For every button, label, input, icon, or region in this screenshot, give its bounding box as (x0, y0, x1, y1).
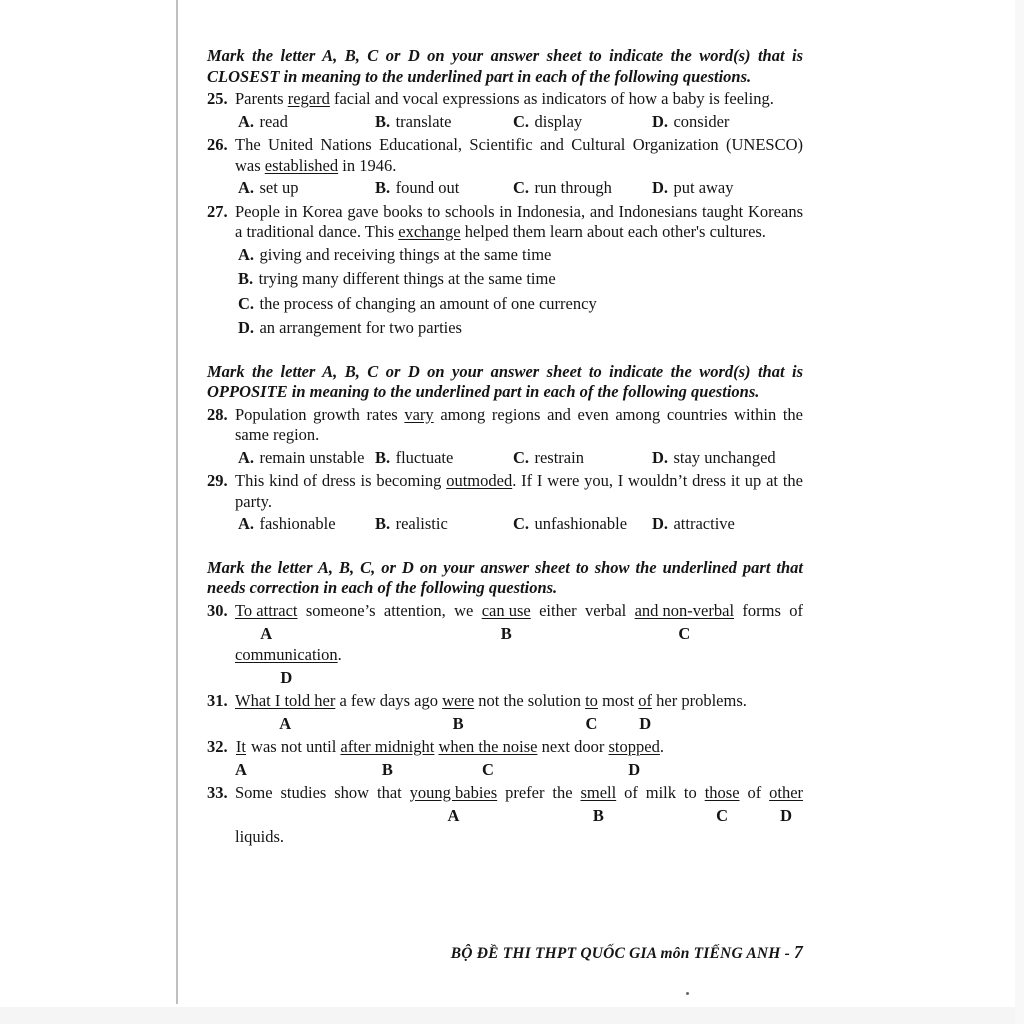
underlined-text: It (235, 736, 246, 756)
answer-options (238, 112, 803, 133)
option-text: remain unstable (259, 447, 365, 467)
question (207, 737, 803, 781)
option-letter: D. (652, 514, 669, 533)
exam-section (207, 46, 803, 339)
error-part-letter: B (500, 624, 512, 643)
question-body (235, 135, 803, 176)
option-letter: B. (375, 178, 391, 197)
option-letter: C. (238, 293, 255, 313)
answer-option (238, 112, 375, 133)
error-part-letter: A (235, 760, 247, 779)
option-text: the process of changing an amount of one currency (259, 293, 597, 313)
option-letter: B. (375, 111, 391, 131)
error-part-letter: C (678, 624, 691, 643)
text-segment: someone’s attention, we (297, 600, 482, 620)
text-segment: . If I were you, I wouldn’t dress it up at the party. (235, 471, 803, 511)
underlined-part (235, 691, 335, 735)
option-letter: D. (652, 111, 669, 131)
text-segment: most (597, 690, 639, 710)
underlined-part (442, 691, 474, 735)
text-segment: prefer the (497, 782, 581, 802)
option-text: fluctuate (395, 447, 454, 467)
underlined-text: established (264, 155, 339, 175)
error-part-letter: D (780, 806, 793, 825)
answer-option (652, 112, 803, 133)
option-letter: B. (375, 514, 391, 533)
answer-option (652, 448, 803, 469)
answer-option (238, 448, 375, 469)
error-part-letter: A (279, 714, 292, 733)
question-sections (207, 46, 803, 847)
answer-options (238, 448, 803, 469)
exam-content (207, 46, 803, 849)
underlined-text: to (585, 690, 598, 710)
answer-option (238, 294, 803, 315)
underlined-text: stopped (608, 736, 660, 756)
underlined-part (235, 737, 247, 781)
text-segment: forms of (734, 600, 803, 620)
underlined-text: of (638, 690, 653, 710)
question-body (235, 737, 803, 781)
text-segment: liquids. (235, 826, 285, 846)
answer-option (238, 514, 375, 535)
error-part-letter: C (482, 760, 494, 779)
underlined-part (609, 737, 660, 781)
footer-page-number: 7 (794, 942, 803, 962)
question (207, 405, 803, 469)
question (207, 783, 803, 848)
underlined-part (482, 601, 531, 645)
underlined-part (235, 601, 298, 645)
option-text: fashionable (259, 514, 336, 533)
underlined-text: regard (287, 89, 330, 108)
question-number: 32. (207, 736, 228, 756)
underlined-part (340, 737, 434, 781)
option-text: attractive (673, 514, 735, 533)
option-text: giving and receiving things at the same time (259, 244, 552, 264)
underlined-text: smell (580, 782, 617, 802)
answer-option (375, 178, 513, 199)
option-text: trying many different things at the same time (258, 269, 556, 288)
question (207, 202, 803, 339)
exam-section (207, 362, 803, 535)
footer-book-title: BỘ ĐỀ THI THPT QUỐC GIA môn TIẾNG ANH - (450, 945, 795, 962)
option-letter: C. (513, 178, 530, 197)
text-segment: a few days ago (335, 690, 443, 710)
underlined-part (235, 645, 338, 689)
text-segment: in 1946. (338, 155, 397, 175)
option-text: set up (259, 178, 299, 197)
option-letter: B. (238, 269, 254, 288)
page-gutter-line (176, 0, 178, 1004)
section-instruction: Mark the letter A, B, C or D on your answer sheet to indicate the word(s) that is CLOSEST in meaning to the underlined part in each of the following questions. (207, 46, 803, 86)
option-text: restrain (534, 447, 584, 467)
error-part-letter: B (452, 714, 464, 733)
answer-option (375, 514, 513, 535)
question-body (235, 783, 803, 848)
text-segment: Population growth rates (235, 404, 405, 424)
underlined-text: after midnight (340, 736, 435, 756)
underlined-text: those (704, 782, 740, 802)
underlined-text: communication (235, 644, 338, 664)
question-body (235, 89, 803, 110)
underlined-text: young babies (409, 782, 498, 802)
underlined-text: were (442, 690, 475, 710)
question (207, 89, 803, 132)
question-number: 27. (207, 201, 228, 221)
underlined-part (635, 601, 734, 645)
question-body (235, 202, 803, 243)
error-part-letter: A (260, 624, 273, 643)
answer-options (238, 245, 803, 339)
answer-option (652, 178, 803, 199)
question-body (235, 471, 803, 512)
question-body (235, 601, 803, 689)
answer-option (238, 245, 803, 266)
question (207, 471, 803, 535)
option-text: run through (534, 178, 612, 197)
answer-option (513, 448, 652, 469)
scan-bottom-edge (0, 1007, 1024, 1024)
section-instruction: Mark the letter A, B, C or D on your answer sheet to indicate the word(s) that is OPPOSITE in meaning to the underlined part in each of the following questions. (207, 361, 803, 401)
text-segment: either verbal (530, 600, 635, 620)
text-segment: . (659, 736, 664, 756)
option-letter: A. (238, 514, 255, 533)
underlined-text: when the noise (438, 736, 538, 756)
option-text: found out (395, 178, 460, 197)
option-letter: A. (238, 111, 255, 131)
text-segment: next door (537, 736, 609, 756)
error-part-letter: D (639, 714, 652, 733)
answer-option (513, 514, 652, 535)
exam-section (207, 558, 803, 848)
answer-options (238, 514, 803, 535)
option-letter: C. (513, 514, 530, 533)
option-letter: C. (513, 111, 530, 131)
answer-option (513, 178, 652, 199)
option-text: stay unchanged (673, 447, 776, 467)
section-instruction: Mark the letter A, B, C, or D on your answer sheet to show the underlined part that needs correction in each of the following questions. (207, 557, 803, 597)
text-segment: her problems. (652, 690, 747, 710)
underlined-text: other (769, 782, 804, 802)
error-part-letter: A (447, 806, 460, 825)
scan-right-edge (1015, 0, 1024, 1024)
error-part-letter: D (628, 760, 641, 779)
text-segment: Some studies show that (235, 782, 410, 802)
answer-options (238, 178, 803, 199)
error-part-letter: C (585, 714, 598, 733)
option-text: realistic (395, 514, 448, 533)
underlined-part (410, 783, 498, 827)
error-part-letter: C (716, 806, 729, 825)
option-letter: A. (238, 178, 255, 197)
answer-option (238, 318, 803, 339)
answer-option (652, 514, 803, 535)
option-letter: A. (238, 244, 255, 264)
answer-option (238, 269, 803, 290)
error-part-letter: B (592, 806, 604, 825)
text-segment: helped them learn about each other's cultures. (460, 222, 766, 241)
text-segment: People in Korea gave books to schools in Indonesia, and Indonesians taught Koreans a traditional dance. This (235, 201, 803, 241)
option-letter: D. (652, 447, 669, 467)
option-text: translate (395, 111, 452, 131)
underlined-text: To attract (235, 600, 298, 620)
answer-option (375, 448, 513, 469)
text-segment: This kind of dress is becoming (235, 471, 447, 490)
option-letter: A. (238, 447, 255, 467)
underlined-part (438, 737, 537, 781)
underlined-text: outmoded (446, 471, 513, 490)
underlined-text: What I told her (235, 690, 336, 710)
option-letter: D. (652, 178, 669, 197)
question-body (235, 405, 803, 446)
option-text: consider (673, 111, 730, 131)
question-number: 29. (207, 471, 228, 490)
text-segment: was not until (246, 736, 341, 756)
error-part-letter: D (280, 668, 293, 687)
option-letter: B. (375, 447, 391, 467)
option-text: display (534, 111, 583, 131)
question (207, 601, 803, 689)
text-segment: of (739, 782, 770, 802)
underlined-part (705, 783, 740, 827)
question (207, 135, 803, 199)
question (207, 691, 803, 735)
error-part-letter: B (381, 760, 393, 779)
answer-option (238, 178, 375, 199)
text-segment: of milk to (616, 782, 705, 802)
text-segment: among regions and even among countries within the same region. (235, 404, 803, 444)
page-footer (207, 942, 803, 963)
text-segment: not the solution (474, 690, 586, 710)
underlined-part (580, 783, 616, 827)
option-letter: C. (513, 447, 530, 467)
underlined-part (638, 691, 652, 735)
option-text: unfashionable (534, 514, 628, 533)
option-letter: D. (238, 318, 255, 337)
underlined-text: vary (404, 404, 434, 424)
question-number: 26. (207, 135, 228, 154)
answer-option (513, 112, 652, 133)
underlined-text: can use (481, 600, 531, 620)
option-text: an arrangement for two parties (259, 318, 462, 337)
underlined-text: and non-verbal (634, 600, 735, 620)
question-number: 33. (207, 782, 228, 802)
question-number: 28. (207, 404, 228, 424)
text-segment: The United Nations Educational, Scientific and Cultural Organization (UNESCO) was (235, 135, 803, 175)
option-text: put away (673, 178, 734, 197)
question-number: 25. (207, 89, 228, 108)
question-body (235, 691, 803, 735)
underlined-part (585, 691, 598, 735)
underlined-part (769, 783, 803, 827)
question-number: 30. (207, 600, 228, 620)
option-text: read (259, 111, 288, 131)
text-segment: facial and vocal expressions as indicators of how a baby is feeling. (329, 89, 774, 108)
text-segment: . (337, 644, 342, 664)
scan-artifact-dot (686, 992, 689, 995)
answer-option (375, 112, 513, 133)
question-number: 31. (207, 690, 228, 710)
underlined-text: exchange (398, 222, 461, 241)
text-segment: Parents (235, 89, 288, 108)
